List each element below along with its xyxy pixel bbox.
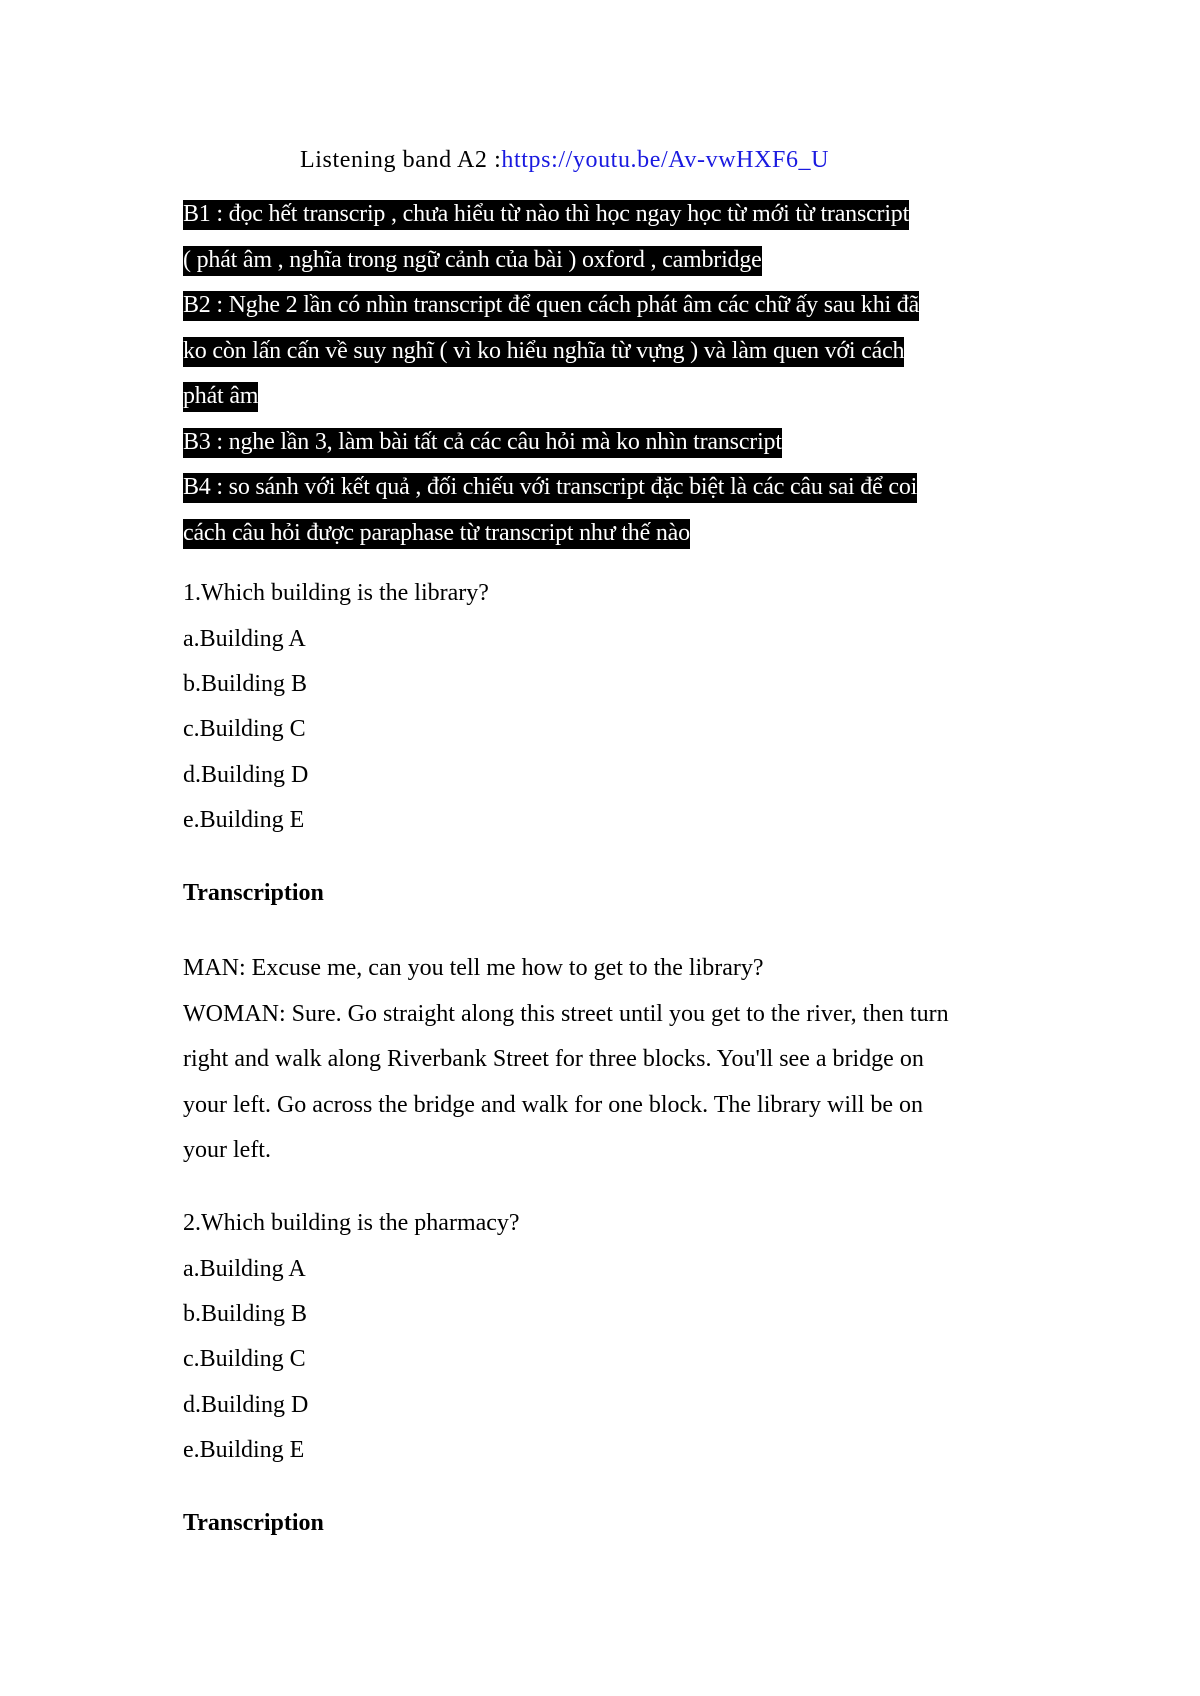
step-line: B1 : đọc hết transcrip , chưa hiểu từ nào thì học ngay học từ mới từ transcript xyxy=(183,192,1043,238)
youtube-link[interactable]: https://youtu.be/Av-vwHXF6_U xyxy=(501,147,830,173)
step-line: B2 : Nghe 2 lần có nhìn transcript để quen cách phát âm các chữ ấy sau khi đã xyxy=(183,283,1043,329)
step-line: ko còn lấn cấn về suy nghĩ ( vì ko hiểu nghĩa từ vựng ) và làm quen với cách xyxy=(183,329,1043,375)
transcript-line: right and walk along Riverbank Street for three blocks. You'll see a bridge on xyxy=(183,1046,924,1072)
step-line: B4 : so sánh với kết quả , đối chiếu với transcript đặc biệt là các câu sai để coi xyxy=(183,465,1043,511)
question-1: 1.Which building is the library? xyxy=(183,580,489,606)
option-b: b.Building B xyxy=(183,1301,308,1327)
step-line: B3 : nghe lần 3, làm bài tất cả các câu hỏi mà ko nhìn transcript xyxy=(183,420,1043,466)
transcription-heading: Transcription xyxy=(183,1510,324,1536)
title-prefix: Listening band A2 : xyxy=(300,147,502,173)
transcript-paragraph xyxy=(183,946,1043,1174)
option-d: d.Building D xyxy=(183,1392,309,1418)
instructions-block xyxy=(183,192,1043,556)
transcript-line: WOMAN: Sure. Go straight along this street until you get to the river, then turn xyxy=(183,1000,949,1027)
step-line: ( phát âm , nghĩa trong ngữ cảnh của bài ) oxford , cambridge xyxy=(183,238,1043,284)
transcript-line: MAN: Excuse me, can you tell me how to get to the library? xyxy=(183,955,764,981)
option-d: d.Building D xyxy=(183,762,309,788)
transcript-line: your left. Go across the bridge and walk for one block. The library will be on xyxy=(183,1091,924,1118)
step-line: phát âm xyxy=(183,374,1043,420)
page-title xyxy=(300,147,829,174)
transcription-heading: Transcription xyxy=(183,880,324,906)
option-b: b.Building B xyxy=(183,671,308,697)
step-line: cách câu hỏi được paraphase từ transcript như thế nào xyxy=(183,511,1043,557)
option-c: c.Building C xyxy=(183,1346,306,1372)
transcript-line: your left. xyxy=(183,1137,271,1163)
option-e: e.Building E xyxy=(183,1437,305,1463)
option-c: c.Building C xyxy=(183,716,306,742)
option-a: a.Building A xyxy=(183,1256,306,1282)
question-2: 2.Which building is the pharmacy? xyxy=(183,1210,520,1236)
option-a: a.Building A xyxy=(183,626,306,652)
option-e: e.Building E xyxy=(183,807,305,833)
